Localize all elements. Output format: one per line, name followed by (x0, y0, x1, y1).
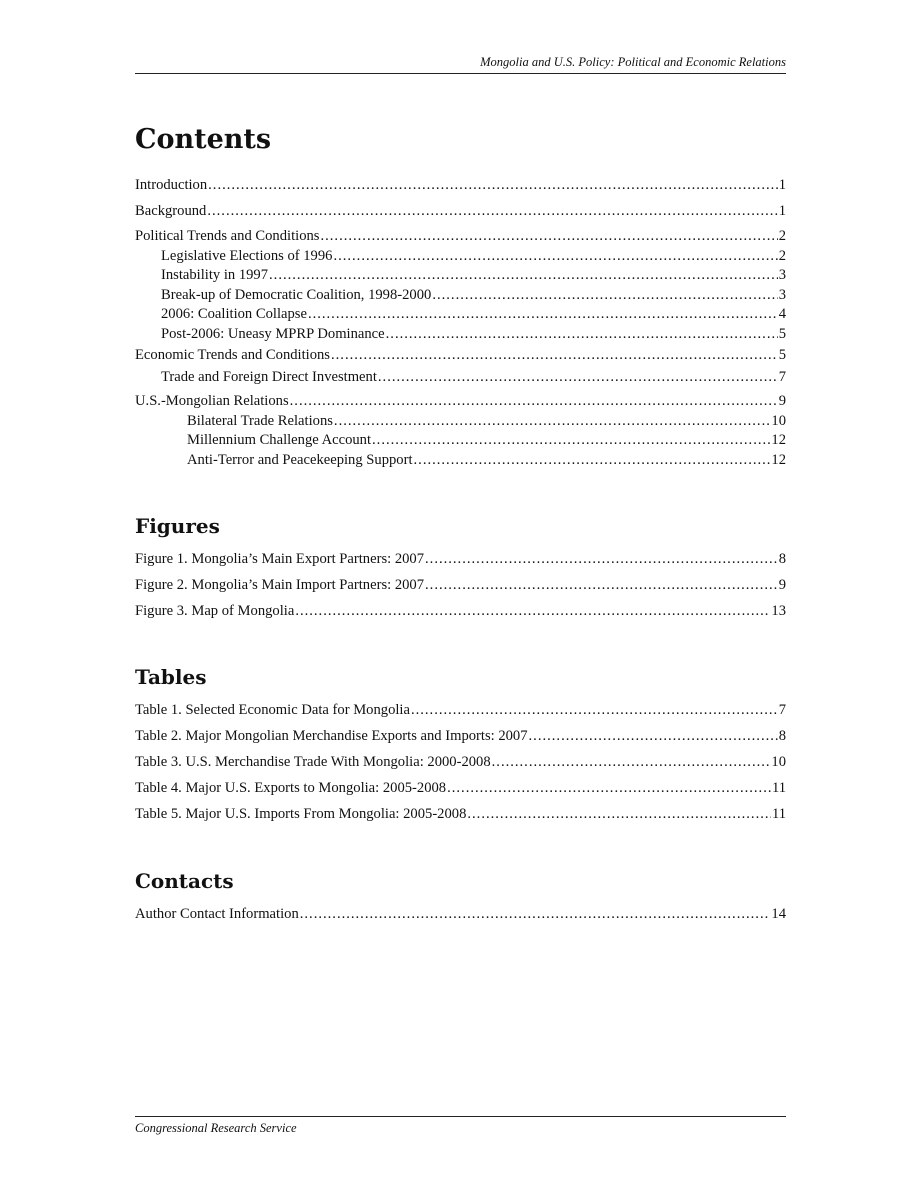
figures-section (135, 514, 786, 622)
toc-entry-legislative-elections[interactable]: Legislative Elections of 1996 ..... 2 (135, 247, 786, 267)
toc-entry-introduction[interactable]: Introduction ..... 1 (135, 176, 786, 196)
toc-entry-coalition-collapse[interactable]: 2006: Coalition Collapse ..... 4 (135, 305, 786, 325)
toc-entry-economic-trends[interactable]: Economic Trends and Conditions ..... 5 (135, 346, 786, 366)
toc-figure-2[interactable]: Figure 2. Mongolia’s Main Import Partners: 2007 ..... 9 (135, 576, 786, 596)
toc-figure-3[interactable]: Figure 3. Map of Mongolia ..... 13 (135, 602, 786, 622)
tables-section (135, 665, 786, 825)
toc-table-3[interactable]: Table 3. U.S. Merchandise Trade With Mongolia: 2000-2008 ..... 10 (135, 753, 786, 773)
toc-entry-democratic-coalition[interactable]: Break-up of Democratic Coalition, 1998-2000 ..... 3 (135, 286, 786, 306)
toc-entry-anti-terror[interactable]: Anti-Terror and Peacekeeping Support ..... 12 (135, 451, 786, 471)
contacts-section (135, 869, 786, 925)
toc-entry-background[interactable]: Background ..... 1 (135, 202, 786, 222)
toc-entry-us-mongolian-relations[interactable]: U.S.-Mongolian Relations ..... 9 (135, 392, 786, 412)
toc-entry-political-trends[interactable]: Political Trends and Conditions ..... 2 (135, 227, 786, 247)
toc-table-2[interactable]: Table 2. Major Mongolian Merchandise Exports and Imports: 2007 ..... 8 (135, 727, 786, 747)
page-footer: Congressional Research Service (135, 1116, 786, 1136)
toc-table-1[interactable]: Table 1. Selected Economic Data for Mongolia ..... 7 (135, 701, 786, 721)
toc-entry-trade-fdi[interactable]: Trade and Foreign Direct Investment ..... 7 (135, 368, 786, 388)
toc-author-contact[interactable]: Author Contact Information ..... 14 (135, 905, 786, 925)
running-header: Mongolia and U.S. Policy: Political and Economic Relations (135, 55, 786, 74)
toc-entry-millennium-challenge[interactable]: Millennium Challenge Account ..... 12 (135, 431, 786, 451)
contacts-heading: Contacts (135, 869, 234, 893)
contents-list (135, 176, 786, 470)
toc-figure-1[interactable]: Figure 1. Mongolia’s Main Export Partners: 2007 ..... 8 (135, 550, 786, 570)
toc-table-5[interactable]: Table 5. Major U.S. Imports From Mongolia: 2005-2008 ..... 11 (135, 805, 786, 825)
toc-entry-instability-1997[interactable]: Instability in 1997 ..... 3 (135, 266, 786, 286)
contents-heading: Contents (135, 124, 272, 155)
figures-heading: Figures (135, 514, 220, 538)
toc-entry-mprp-dominance[interactable]: Post-2006: Uneasy MPRP Dominance ..... 5 (135, 325, 786, 345)
toc-entry-bilateral-trade[interactable]: Bilateral Trade Relations ..... 10 (135, 412, 786, 432)
tables-heading: Tables (135, 665, 207, 689)
toc-table-4[interactable]: Table 4. Major U.S. Exports to Mongolia: 2005-2008 ..... 11 (135, 779, 786, 799)
